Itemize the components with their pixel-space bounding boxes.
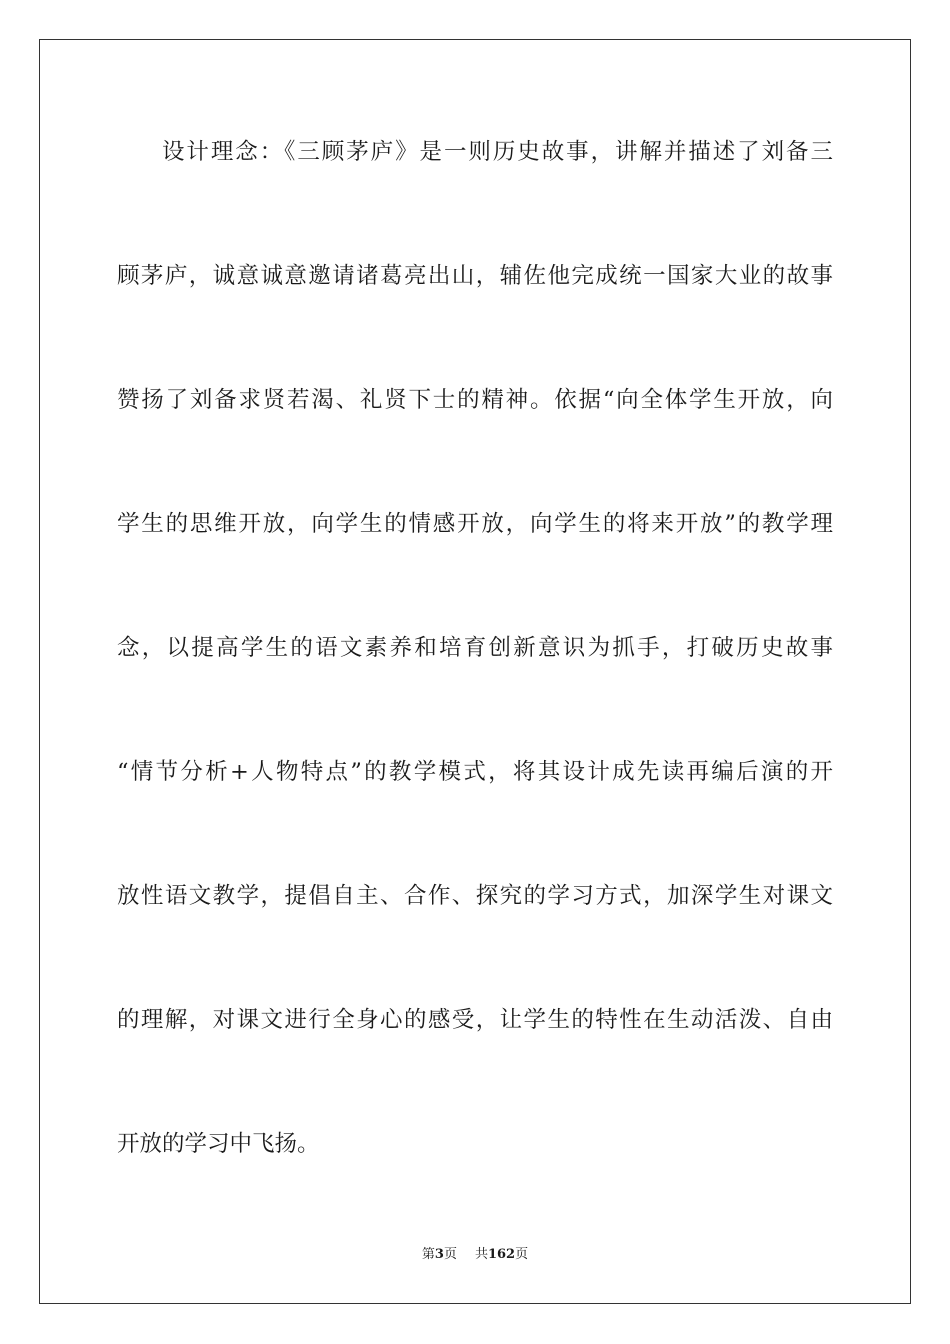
total-pages: 162 xyxy=(487,1247,516,1262)
paragraph-line-9: 开放的学习中飞扬。 xyxy=(117,1131,320,1157)
page-suffix: 页 xyxy=(443,1247,457,1262)
paragraph-line-5: 念，以提高学生的语文素养和培育创新意识为抓手，打破历史故事 xyxy=(117,635,833,661)
page-number: 3 xyxy=(434,1247,444,1262)
paragraph-line-8: 的理解，对课文进行全身心的感受，让学生的特性在生动活泼、自由 xyxy=(117,1007,833,1033)
page-footer xyxy=(0,1246,950,1264)
total-suffix: 页 xyxy=(515,1247,529,1262)
paragraph-line-6: “情节分析+人物特点”的教学模式，将其设计成先读再编后演的开 xyxy=(117,759,833,785)
paragraph-line-2: 顾茅庐，诚意诚意邀请诸葛亮出山，辅佐他完成统一国家大业的故事 xyxy=(117,263,833,289)
paragraph-line-1: 设计理念：《三顾茅庐》是一则历史故事，讲解并描述了刘备三 xyxy=(162,139,833,165)
paragraph-line-3: 赞扬了刘备求贤若渴、礼贤下士的精神。依据“向全体学生开放，向 xyxy=(117,387,833,413)
page-prefix: 第 xyxy=(421,1247,435,1262)
paragraph-line-7: 放性语文教学，提倡自主、合作、探究的学习方式，加深学生对课文 xyxy=(117,883,833,909)
paragraph-line-4: 学生的思维开放，向学生的情感开放，向学生的将来开放”的教学理 xyxy=(117,511,833,537)
page-border xyxy=(39,39,911,1304)
total-prefix: 共 xyxy=(474,1247,488,1262)
